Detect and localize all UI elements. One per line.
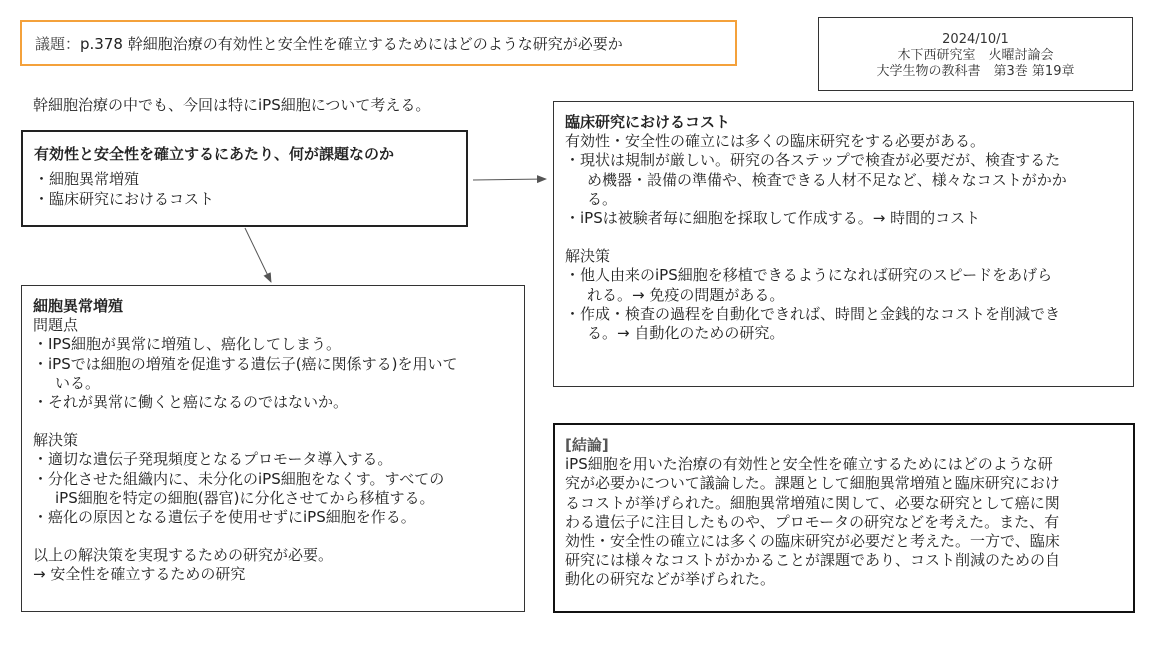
cost-solution-line: ・作成・検査の過程を自動化できれば、時間と金銭的なコストを削減でき [565,304,1061,323]
cost-solution-line: れる。→ 免疫の問題がある。 [587,285,785,304]
cost-solution-line: る。→ 自動化のための研究。 [587,324,785,343]
cost-problem-line: ・現状は規制が厳しい。研究の各ステップで検査が必要だが、検査するた [565,151,1061,170]
abnormal-problem-line: ・それが異常に働くと癌になるのではないか。 [33,393,349,412]
conclusion-box [553,423,1135,613]
conclusion-line: わる遺伝子に注目したものや、プロモータの研究などを考えた。また、有 [565,512,1060,531]
conclusion-line: るコストが挙げられた。細胞異常増殖に関して、必要な研究として癌に関 [565,493,1060,512]
question-box [21,130,468,227]
cost-solution-line: ・他人由来のiPS細胞を移植できるようになれば研究のスピードをあげら [565,266,1053,285]
topic-prefix: 議題： [35,35,81,53]
abnormal-problem-line: いる。 [55,373,101,392]
cost-solution-label: 解決策 [565,247,611,266]
meeting-book: 大学生物の教科書 第3巻 第19章 [876,64,1075,79]
meeting-info-box [818,17,1133,91]
cost-problem-line: め機器・設備の準備や、検査できる人材不足など、様々なコストがかか [587,170,1067,189]
conclusion-line: 究が必要かについて議論した。課題として細胞異常増殖と臨床研究におけ [565,474,1060,493]
abnormal-problem-line: ・IPS細胞が異常に増殖し、癌化してしまう。 [33,335,341,354]
abnormal-problem-label: 問題点 [33,316,79,335]
clinical-cost-box [553,101,1134,387]
conclusion-line: iPS細胞を用いた治療の有効性と安全性を確立するためにはどのような研 [565,455,1053,474]
abnormal-summary-line: 以上の解決策を実現するための研究が必要。 [33,546,334,565]
abnormal-solution-line: ・適切な遺伝子発現頻度となるプロモータ導入する。 [33,450,393,469]
question-item: ・臨床研究におけるコスト [34,190,215,208]
conclusion-label: [結論] [565,436,609,454]
cost-problem-line: ・iPSは被験者毎に細胞を採取して作成する。→ 時間的コスト [565,209,981,228]
arrow-to-cost-box [473,179,546,180]
cost-problem-line: る。 [587,189,618,208]
question-item: ・細胞異常増殖 [34,170,140,188]
abnormal-summary-line: → 安全性を確立するための研究 [33,565,246,584]
arrow-to-abnormal-box [245,228,271,282]
intro-text: 幹細胞治療の中でも、今回は特にiPS細胞について考える。 [33,96,431,114]
meeting-lab: 木下西研究室 火曜討論会 [897,48,1054,63]
abnormal-solution-line: ・癌化の原因となる遺伝子を使用せずにiPS細胞を作る。 [33,508,416,527]
topic-text: p.378 幹細胞治療の有効性と安全性を確立するためにはどのような研究が必要か [80,35,623,53]
question-title: 有効性と安全性を確立するにあたり、何が課題なのか [34,145,395,163]
abnormal-problem-line: ・iPSでは細胞の増殖を促進する遺伝子(癌に関係する)を用いて [33,354,458,373]
cost-subtitle: 有効性・安全性の確立には多くの臨床研究をする必要がある。 [565,132,986,151]
conclusion-line: 動化の研究などが挙げられた。 [565,570,776,589]
abnormal-solution-line: iPS細胞を特定の細胞(器官)に分化させてから移植する。 [55,488,435,507]
topic-box [20,20,737,66]
conclusion-line: 効性・安全性の確立には多くの臨床研究が必要だと考えた。一方で、臨床 [565,532,1060,551]
meeting-date: 2024/10/1 [942,32,1009,47]
abnormal-title: 細胞異常増殖 [33,297,124,315]
cost-title: 臨床研究におけるコスト [565,113,731,131]
conclusion-line: 研究には様々なコストがかかることが課題であり、コスト削減のための自 [565,551,1061,570]
abnormal-growth-box [21,285,525,612]
abnormal-solution-label: 解決策 [33,431,79,450]
abnormal-solution-line: ・分化させた組織内に、未分化のiPS細胞をなくす。すべての [33,469,445,488]
